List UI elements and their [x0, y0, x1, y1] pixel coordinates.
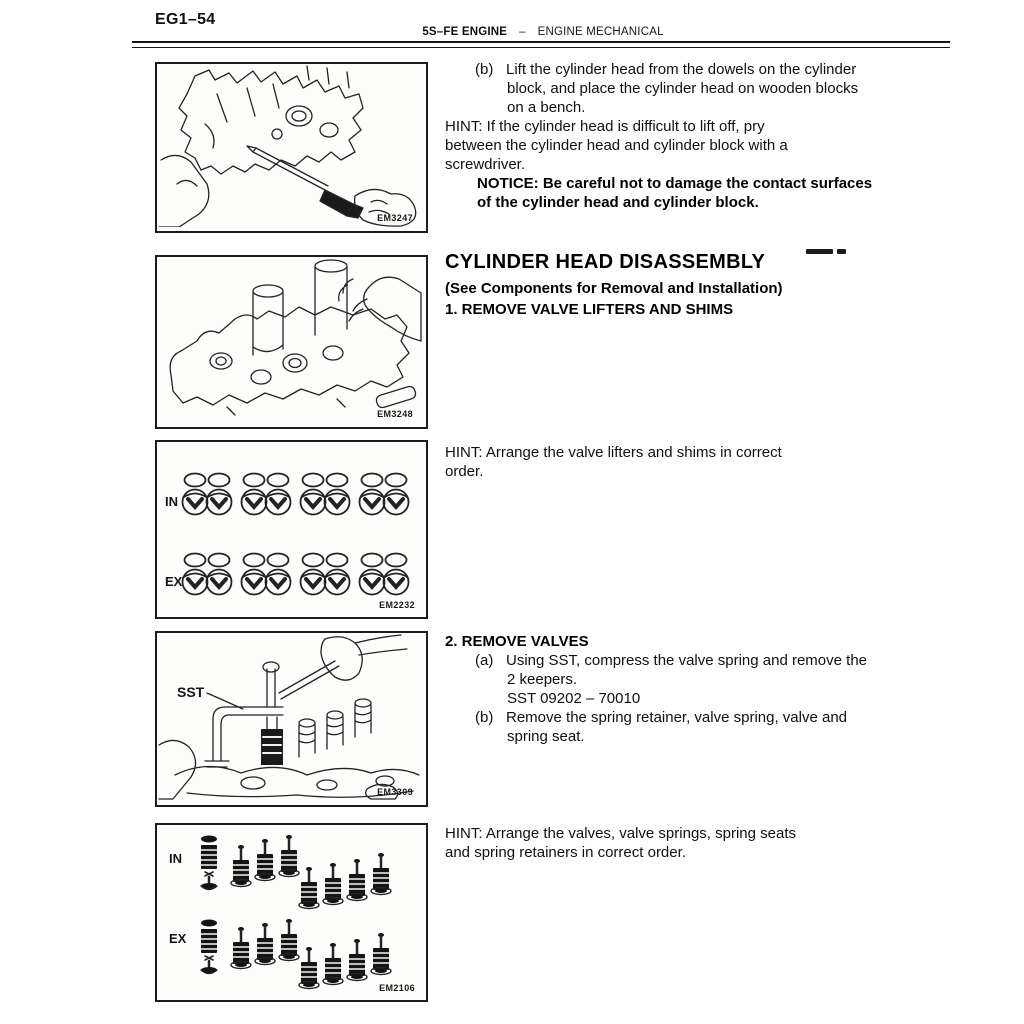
hint-line: HINT: If the cylinder head is difficult to lift off, pry — [445, 118, 765, 135]
hint-line: order. — [445, 463, 484, 480]
step-text: Lift the cylinder head from the dowels on the cylinder — [506, 61, 857, 78]
intake-row-label: IN — [169, 851, 182, 866]
step-text: Remove the spring retainer, valve spring, valve and — [506, 709, 848, 726]
hint-line: HINT: Arrange the valve lifters and shims in correct — [445, 444, 782, 461]
sst-part-number: SST 09202 – 70010 — [507, 690, 641, 707]
step-line: spring seat. — [507, 728, 585, 745]
figure-sst-compress-art — [157, 633, 422, 801]
running-header — [135, 26, 951, 38]
figure-valves-springs-art — [157, 825, 422, 996]
hint-line: and spring retainers in correct order. — [445, 844, 686, 861]
section-subtitle: (See Components for Removal and Installation) — [445, 280, 783, 297]
figure-code-em3309: EM3309 — [377, 787, 413, 797]
notice-line: NOTICE: Be careful not to damage the contact surfaces — [477, 175, 873, 192]
step-line: 2 keepers. — [507, 671, 578, 688]
intake-row-label: IN — [165, 494, 178, 509]
step-2-instructions — [445, 632, 905, 746]
header-rule — [132, 41, 950, 48]
step-marker: (a) — [475, 652, 494, 669]
figure-remove-valve-lifters-art — [157, 257, 422, 423]
figure-lifters-shims-order — [155, 440, 428, 619]
hint-line: between the cylinder head and cylinder block with a — [445, 137, 788, 154]
step-line — [475, 60, 905, 79]
step-text: Using SST, compress the valve spring and remove the — [506, 652, 868, 669]
figure-pry-cylinder-head-art — [157, 64, 422, 227]
figure-sst-compress-spring — [155, 631, 428, 807]
running-header-dash: – — [519, 26, 526, 38]
sst-tool-label: SST — [177, 684, 205, 700]
step-1b-instructions — [445, 60, 905, 212]
hint-line: HINT: Arrange the valves, valve springs, spring seats — [445, 825, 796, 842]
exhaust-row-label: EX — [169, 931, 187, 946]
hint-lifters-order — [445, 443, 905, 481]
notice-line: of the cylinder head and cylinder block. — [477, 194, 759, 211]
section-title: CYLINDER HEAD DISASSEMBLY — [445, 251, 766, 273]
figure-pry-cylinder-head — [155, 62, 428, 233]
running-header-engine: 5S–FE ENGINE — [422, 26, 508, 38]
section-heading-block — [445, 250, 905, 319]
step-1-heading: 1. REMOVE VALVE LIFTERS AND SHIMS — [445, 301, 734, 318]
figure-valves-springs-order — [155, 823, 428, 1002]
figure-code-em2232: EM2232 — [379, 600, 415, 610]
step-line — [475, 708, 905, 727]
step-marker: (b) — [475, 709, 494, 726]
figure-remove-valve-lifters — [155, 255, 428, 429]
hint-valves-order — [445, 824, 905, 862]
figure-lifters-shims-art — [157, 442, 422, 613]
step-line: block, and place the cylinder head on wooden blocks — [507, 80, 859, 97]
figure-code-em3248: EM3248 — [377, 409, 413, 419]
hint-line: screwdriver. — [445, 156, 526, 173]
figure-code-em2106: EM2106 — [379, 983, 415, 993]
figure-code-em3247: EM3247 — [377, 213, 413, 223]
step-line: on a bench. — [507, 99, 586, 116]
step-2-heading: 2. REMOVE VALVES — [445, 633, 589, 650]
step-line — [475, 651, 905, 670]
section-code-smudge — [806, 249, 846, 254]
page-number: EG1–54 — [155, 11, 216, 28]
running-header-section: ENGINE MECHANICAL — [537, 26, 664, 38]
step-marker: (b) — [475, 61, 494, 78]
exhaust-row-label: EX — [165, 574, 183, 589]
